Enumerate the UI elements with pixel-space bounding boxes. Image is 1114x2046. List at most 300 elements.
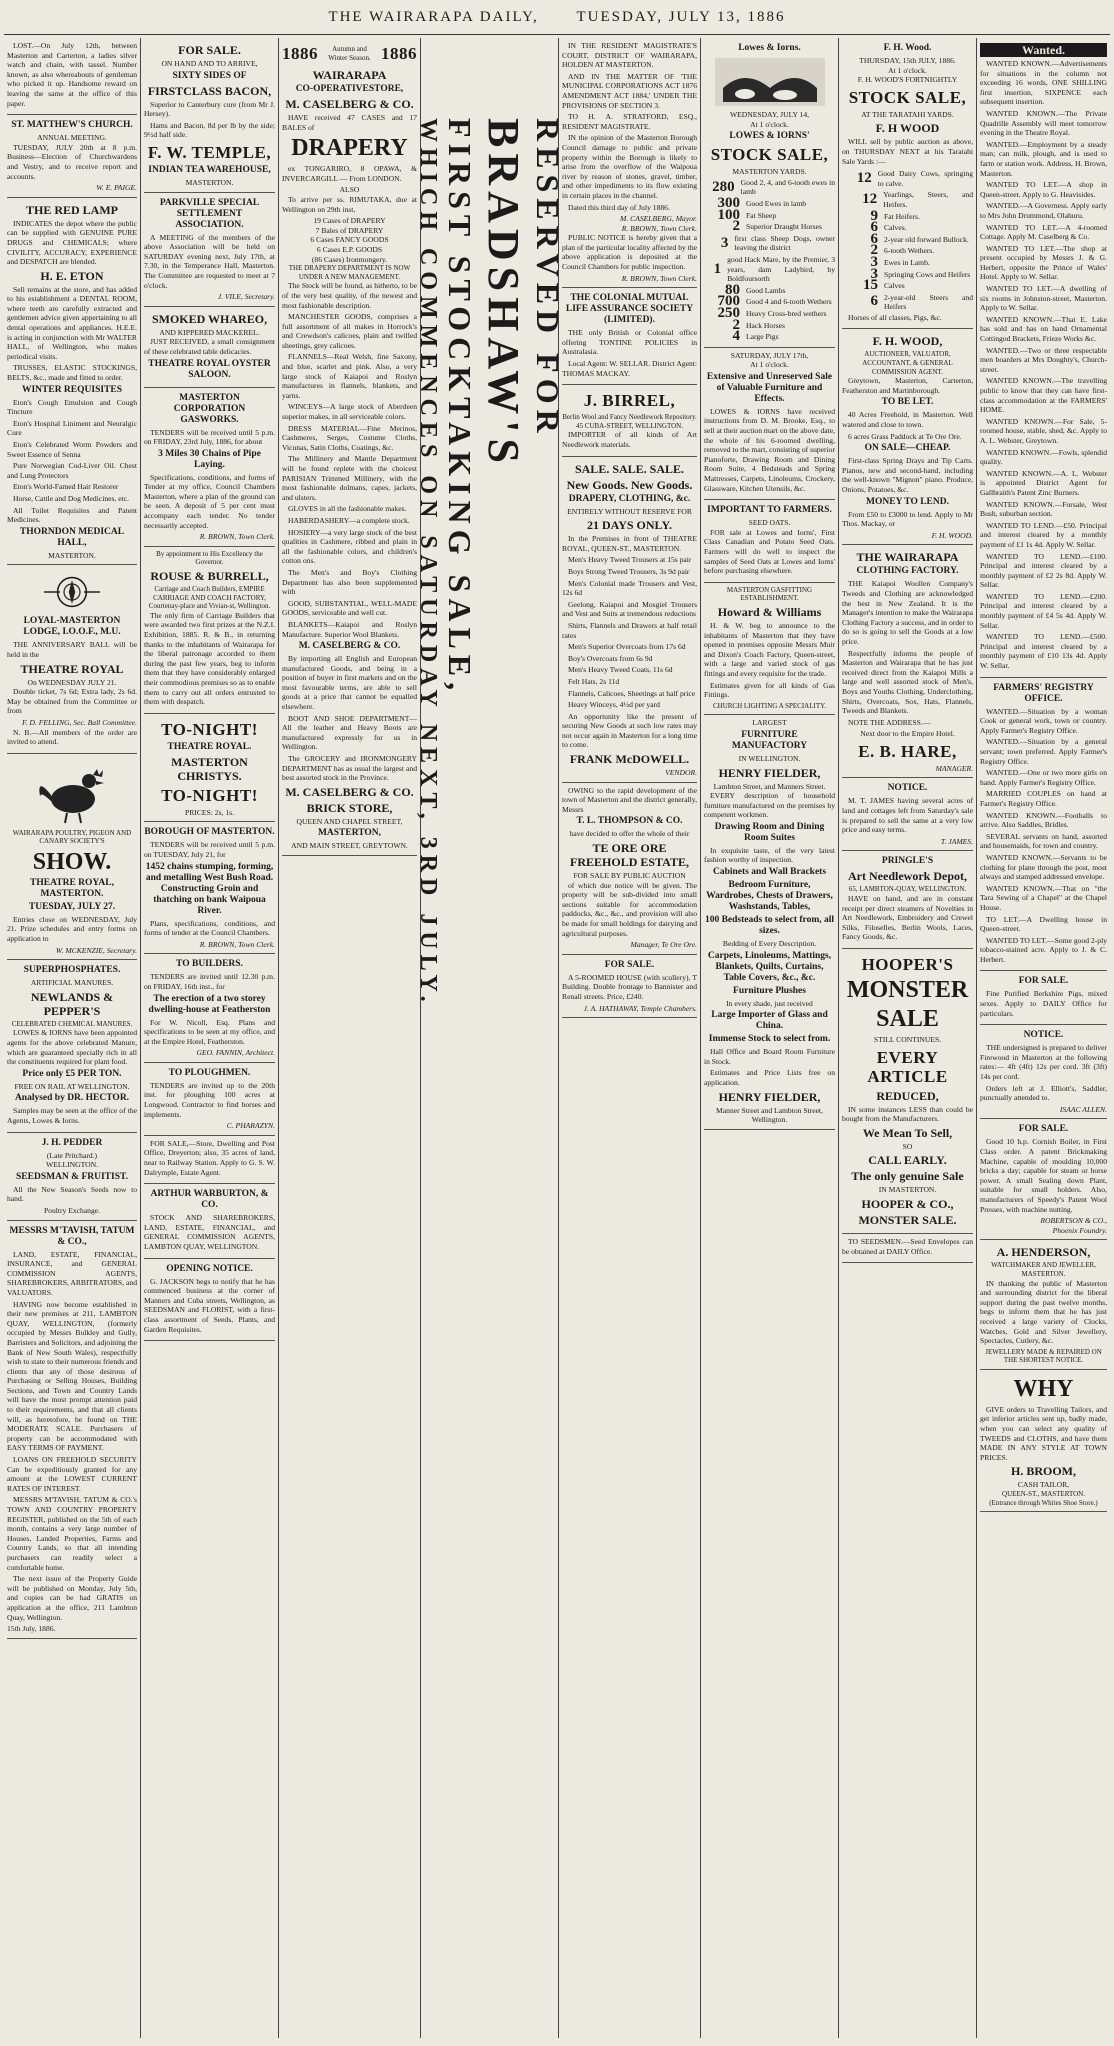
wanted-item: WANTED KNOWN.—Fowls, splendid quality.: [980, 447, 1107, 467]
furniture-sale-ad: [704, 348, 835, 501]
howard-title: Howard & Williams: [717, 604, 822, 619]
mtavish-sub: LAND, ESTATE, FINANCIAL, INSURANCE, and GENERAL COMMISSION AGENTS, SHAREBROKERS, ARBITRATORS, and VALUATORS.: [7, 1249, 137, 1297]
warburton-ad: [144, 1184, 275, 1258]
registry-section: [980, 678, 1107, 972]
clothing-manager: MANAGER.: [935, 763, 973, 773]
lodge-ad: [7, 565, 137, 753]
pedder-ad: [7, 1133, 137, 1221]
winter-item: Eton's Hospital Liniment and Neuralgic Cure: [7, 418, 137, 438]
church-body: TUESDAY, JULY 20th at 8 p.m. Business—Election of Churchwardens and Vestry, and to receive report and accounts.: [7, 142, 137, 181]
coop-title: CO-OPERATIVESTORE,: [295, 84, 404, 94]
borough-sig: R. BROWN, Town Clerk.: [199, 939, 275, 949]
mcdowell-item: Geelong, Kaiapoi and Mosgiel Trousers and Vest and Suits at tremendous reductions: [562, 599, 697, 619]
pigs-forsale: FOR SALE.: [1018, 976, 1069, 987]
boiler-phoenix: Phoenix Foundry.: [1052, 1225, 1107, 1235]
temple-loc: MASTERTON.: [185, 177, 234, 187]
henderson-jewellery: JEWELLERY MADE & REPAIRED ON THE SHORTEST NOTICE.: [985, 1347, 1102, 1365]
stock-count: 2: [732, 316, 740, 333]
stock-count: 6: [870, 219, 878, 236]
coop-ad: [282, 38, 417, 856]
bacon-ad: [144, 38, 275, 193]
gasworks-ad: [144, 388, 275, 547]
fielder-shade: In every shade, just received: [726, 998, 813, 1008]
pedder-exchange: Poultry Exchange.: [43, 1205, 101, 1215]
lowes-stock-row: [704, 254, 835, 285]
fielder-bedsteads: 100 Bedsteads to select from, all sizes.: [704, 915, 835, 937]
christys-ad: [144, 714, 275, 823]
pigs-body: Fine Purified Berkshire Pigs, mixed sexes. Apply to DAILY Office for particulars.: [980, 989, 1107, 1018]
ball-sig: F. D. FELLING, Sec. Ball Committee.: [21, 717, 137, 727]
pedder-seedsman: SEEDSMAN & FRUITIST.: [16, 1171, 128, 1182]
mcdowell-drapery: DRAPERY, CLOTHING, &c.: [568, 493, 691, 504]
house-sig: J. A. HATHAWAY, Temple Chambers.: [583, 1003, 697, 1013]
stock-desc: Calves.: [884, 223, 907, 233]
clothing-title: CLOTHING FACTORY.: [856, 566, 959, 577]
season-year: 1886: [282, 44, 318, 63]
temple-name: F. W. TEMPLE,: [147, 142, 272, 162]
manure-super: SUPERPHOSPHATES.: [23, 965, 121, 976]
james-notice: [842, 778, 973, 851]
jackson-body: G. JACKSON begs to notify that he has commenced business at the corner of Manners and Cuba streets, Wellington, as SEEDSMAN and FLORIST, with a first-class assortment of Seeds, Plants, and Garden Requisites.: [144, 1276, 275, 1334]
coop-stock: The Stock will be found, as hitherto, to be of the very best quality, of the newest and most fashionable description.: [282, 281, 417, 310]
birrel-name: J. BIRREL,: [583, 391, 676, 411]
house-sale-ad: [562, 955, 697, 1018]
pedder-late: (Late Pritchard.): [46, 1150, 98, 1160]
registry-item: WANTED KNOWN.—That on "the Tara Sewing of a Chapel" at the Chapel House.: [980, 883, 1107, 912]
coop-mens: The Men's and Boy's Clothing Department has also been supplemented with: [282, 567, 417, 597]
stock-count: 1: [713, 260, 722, 277]
birrel-loc: 45 CUBA-STREET, WELLINGTON.: [576, 421, 683, 430]
fielder-loc: Lambton Street, and Manners Street.: [713, 781, 826, 791]
hooper-sale: SALE: [876, 1006, 939, 1032]
stock-desc: Good 2, 4, and 6-tooth ewes in lamb: [740, 177, 835, 197]
winter-item: Eton's World-Famed Hair Restorer: [13, 482, 119, 492]
colonial-ad: [562, 288, 697, 385]
warburton-title: ARTHUR WARBURTON, & CO.: [150, 1189, 269, 1211]
stock-desc: Ewes in Lamb.: [884, 257, 930, 267]
registry-item: WANTED KNOWN.—Servants to be clothing for plane through the post, most always and stamped addressed envelope.: [980, 852, 1107, 882]
hooper-masterton: IN MASTERTON.: [878, 1185, 937, 1195]
stock-count: 15: [863, 277, 878, 294]
christys-theatre: THEATRE ROYAL.: [167, 741, 252, 752]
court-to: TO H. A. STRATFORD, ESQ., RESIDENT MAGISTRATE.: [562, 112, 697, 131]
teoreore-manager: Manager, Te Ore Ore.: [630, 940, 697, 950]
clothing-body-2: Respectfully informs the people of Masterton and Wairarapa that he has just received direct from the Kaiapoi Mills a large and well assorted stock of Men's, Boys and Youths Clothing, Underclothing, Shirts, Overcoats, Sox, Hats, Flannels, Tweeds and Blankets.: [842, 648, 973, 716]
wood-time: At 1 o'clock.: [888, 65, 927, 75]
column-8: [976, 38, 1110, 2038]
fielder-name: HENRY FIELDER,: [718, 765, 821, 780]
wood-agent-ad: [842, 329, 973, 545]
rouse-sub: Carriage and Coach Builders, EMPIRE CARRIAGE AND COACH FACTORY,: [153, 585, 266, 602]
winter-title: WINTER REQUISITES: [21, 384, 123, 395]
show-sig: W. MCKENZIE, Secretary.: [55, 945, 137, 955]
warburton-body: STOCK AND SHAREBROKERS, LAND, ESTATE, FINANCIAL, and GENERAL COMMISSION AGENTS, LAMBTON QUAY, WELLINGTON.: [144, 1213, 275, 1251]
wanted-item: WANTED TO LEND.—£100. Principal and interest cleared by a monthly payment of £2 2s 8d. Apply W. Sellar.: [980, 551, 1107, 590]
firewood-notice: [980, 1025, 1107, 1119]
wood-stock-row: [842, 189, 973, 210]
fielder-carpets: Carpets, Linoleums, Mattings, Blankets, Quilts, Curtains, Table Covers, &c., &c.: [707, 950, 832, 983]
wood-auctioneer: AUCTIONEER, VALUATOR, ACCOUNTANT, & GENERAL COMMISSION AGENT.: [862, 350, 953, 376]
lowes-stock-row: [704, 206, 835, 223]
wood-date: THURSDAY, 15th JULY, 1886.: [859, 56, 956, 65]
teoreore-ad: [562, 783, 697, 955]
teoreore-auction: FOR SALE BY PUBLIC AUCTION: [573, 871, 686, 881]
coop-wairarapa: WAIRARAPA: [312, 68, 387, 82]
wood-stock-row: [842, 207, 973, 224]
winter-item: All Toilet Requisites and Patent Medicines.: [7, 505, 137, 525]
lowes-stock-row: [704, 304, 835, 321]
builders-ad: [144, 954, 275, 1063]
henderson-name: A. HENDERSON,: [996, 1245, 1091, 1260]
bradshaw-line-4: WHICH COMMENCES ON SATURDAY NEXT, 3RD JULY.: [415, 118, 441, 1008]
wanted-list: [980, 59, 1107, 671]
paper-date: TUESDAY, JULY 13, 1886: [576, 9, 786, 25]
clothing-factory-ad: [842, 545, 973, 778]
seed-body: FOR sale at Lowes and Iorns', First Class Canadian and Potato Seed Oats. Farmers will do well to inspect the samples of Seed Oats at Lowes and Iorns' before purchasing elsewhere.: [704, 527, 835, 576]
wanted-item: WANTED TO LEND.—£200. Principal and interest cleared by a monthly payment of £4 5s 4d. Apply W. Sellar.: [980, 591, 1107, 630]
wanted-item: WANTED.—A Governess. Apply early to Mrs John Drummond, Olahuru.: [980, 201, 1107, 220]
gasworks-title: MASTERTON CORPORATION GASWORKS.: [173, 392, 246, 425]
season-year-2: 1886: [381, 44, 417, 63]
wanted-item: WANTED TO LET.—A 4-roomed Cottage. Apply M. Caselberg & Co.: [980, 222, 1107, 242]
court-dated: Dated this third day of July 1886.: [568, 202, 670, 212]
pringle-ad: [842, 851, 973, 949]
stock-desc: Good 4 and 6-tooth Wethers: [746, 297, 832, 307]
show-venue: THEATRE ROYAL, MASTERTON.: [30, 877, 114, 899]
registry-item: TO LET.—A Dwelling house in Queen-street.: [980, 914, 1107, 934]
thorndon-loc: MASTERTON.: [48, 550, 96, 560]
mcdowell-items: [562, 555, 697, 709]
seed-title: SEED OATS.: [748, 518, 791, 528]
ball-body: Double ticket, 7s 6d; Extra lady, 2s 6d. May be obtained from the Committee or from: [7, 687, 137, 716]
coop-dress: DRESS MATERIAL—Fine Merinos, Cashmeres, Serges, Costume Cloths, Vicunas, Satin Cloths, Coatings, &c.: [282, 423, 417, 452]
wanted-item: WANTED KNOWN.—A. L. Webster is appointed District Agent for Gallbraith's Patent Zinc Burners.: [980, 468, 1107, 497]
teoreore-body: of which due notice will be given. The property will be sub-divided into small sections suitable for accommodation paddocks, &c., &c., and provision will also be made for small holdings for dairying and agricultural purposes.: [562, 880, 697, 938]
mcdowell-item: Men's Superior Overcoats from 17s 6d: [568, 642, 686, 652]
manure-body: LOWES & IORNS have been appointed agents for the above celebrated Manure, which are guaranteed specially rich in all the constituents required for plant food.: [7, 1028, 137, 1067]
wanted-header: Wanted.: [980, 43, 1107, 57]
stock-count: 12: [862, 191, 878, 208]
lost-notice: [7, 38, 137, 115]
house-forsale: FOR SALE.: [604, 959, 655, 970]
clothing-wairarapa: THE WAIRARAPA: [856, 550, 959, 565]
coop-haberdashery: HABERDASHERY—a complete stock.: [288, 515, 410, 525]
firewood-body: THE undersigned is prepared to deliver Firewood in Masterton at the following rates:— 4ft (4ft) 12s per cord. 3ft (3ft) 14s per cord.: [980, 1043, 1107, 1082]
lowes-stock-row: [704, 328, 835, 345]
registry-item: MARRIED COUPLES on hand at Farmer's Registry Office.: [980, 789, 1107, 808]
birrel-importer: IMPORTER of all kinds of Art Needlework materials.: [562, 430, 697, 449]
furniture-date: SATURDAY, JULY 17th,: [730, 350, 809, 360]
manure-samples: Samples may be seen at the office of the Agents, Lowes & Iorns.: [7, 1106, 137, 1125]
fielder-factory: FURNITURE MANUFACTORY: [731, 729, 808, 751]
stock-desc: Fat Heifers.: [884, 211, 920, 221]
stock-count: 12: [856, 169, 872, 186]
fielder-body: EVERY description of household furniture manufactured on the premises by competent workmen.: [704, 791, 835, 820]
column-1: [4, 38, 140, 2038]
howard-ad: [704, 583, 835, 716]
lodge-title: LOYAL-MASTERTON LODGE, I.O.O.F., M.U.: [23, 616, 121, 638]
lowes-stock-list: [704, 177, 835, 343]
colonial-agent: Local Agent: W. SELLAR. District Agent: THOMAS MACKAY.: [562, 359, 697, 378]
fielder-factory-loc: IN WELLINGTON.: [738, 753, 801, 763]
hooper-so: SO: [902, 1141, 913, 1151]
firewood-sig: ISAAC ALLEN.: [1059, 1104, 1107, 1114]
mtavish-loans: LOANS ON FREEHOLD SECURITY Can be expeditiously granted for any amount at the LOWEST CURRENT RATES OF INTEREST.: [7, 1455, 137, 1493]
mtavish-date: 15th July, 1886.: [7, 1624, 56, 1634]
coop-importing: By importing all English and European manufactured Goods, and being in a position of buyer in first markets and on the most favourable terms, are able to sell goods at a price that cannot be equalled elsewhere.: [282, 654, 417, 712]
mcdowell-item: Shirts, Flannels and Drawers at half retail rates: [562, 620, 697, 640]
temple-warehouse: INDIAN TEA WAREHOUSE,: [148, 164, 271, 175]
lodge-emblem-icon: [27, 572, 117, 612]
hooper-continues: STILL CONTINUES.: [873, 1035, 942, 1044]
oyster-kippered: AND KIPPERED MACKEREL.: [159, 327, 260, 337]
pedder-name: J. H. PEDDER: [41, 1137, 103, 1148]
stock-desc: Calves: [884, 281, 905, 291]
show-title: SHOW.: [32, 848, 112, 875]
wood-stock-ad: [842, 38, 973, 329]
fielder-plushes: Furniture Plushes: [733, 985, 806, 996]
fielder-estimates: Estimates and Price Lists free on application.: [704, 1068, 835, 1088]
broom-name: H. BROOM,: [1011, 1464, 1076, 1479]
church-notice: [7, 115, 137, 198]
coop-greytown: AND MAIN STREET, GREYTOWN.: [291, 841, 408, 851]
winter-item: Eton's Cough Emulsion and Cough Tincture: [7, 397, 137, 417]
bradshaw-line-3: FIRST STOCKTAKING SALE,: [442, 118, 478, 697]
stock-count: 280: [712, 178, 735, 195]
mtavish-ad: [7, 1221, 137, 1639]
christys-tonight: TO-NIGHT!: [161, 719, 258, 739]
ball-text: THE ANNIVERSARY BALL will be held in the: [7, 640, 137, 659]
seed-envelopes-ad: [842, 1234, 973, 1263]
stock-desc: first class Sheep Dogs, owner leaving the district: [734, 233, 835, 253]
furniture-body: LOWES & IORNS have received instructions from D. M. Brooke, Esq., to sell at their auction mart on the above date, the whole of his 6-roomed dwelling, removed to the mart, consisting of superior Pianoforte, Drawing Room and Dining Room Suite, 4 Bedsteads and Spring Mattresses, Carpets, Linoleums, Crockery, Glassware, Kitchen Utensils, &c.: [704, 406, 835, 493]
bradshaw-line-2: BRADSHAW'S: [479, 118, 528, 469]
coop-rimutaka: To arrive per ss. RIMUTAKA, due at Wellington on 29th inst,: [282, 194, 417, 214]
howard-church: CHURCH LIGHTING A SPECIALITY.: [712, 701, 827, 710]
lowes-yards: MASTERTON YARDS.: [732, 167, 807, 177]
manure-analysed: Analysed by DR. HECTOR.: [14, 1093, 130, 1104]
mcdowell-item: Boys Strong Tweed Trousers, 3s 9d pair: [568, 566, 690, 576]
court-opinion: IN the opinion of the Masterton Borough Council damage to public and private property within the Borough is likely to arise from the overflow of the Waipoua river by reason of stones, gravel, timber, and other impediments to its flow existing in certain places in the channel.: [562, 133, 697, 200]
case-item: 6 Cases E.P. GOODS: [316, 244, 383, 254]
oyster-title: THEATRE ROYAL OYSTER SALOON.: [148, 358, 271, 380]
stock-count: 6: [870, 230, 878, 247]
clothing-hare: E. B. HARE,: [858, 741, 957, 761]
court-matter: AND IN THE MATTER OF 'THE MUNICIPAL CORPORATIONS ACT 1876 AMENDMENT ACT 1884,' UNDER THE PROVISIONS OF SECTION 3.: [562, 71, 697, 110]
ploughmen-title: TO PLOUGHMEN.: [168, 1067, 251, 1078]
wood-stock-row: [842, 292, 973, 313]
mcdowell-item: Boy's Overcoats from 6s 9d: [568, 653, 653, 663]
birrel-sub: Berlin Wool and Fancy Needlework Repository.: [562, 413, 697, 422]
hooper-monster-2: MONSTER SALE.: [858, 1212, 957, 1227]
show-date: TUESDAY, JULY 27.: [28, 901, 116, 912]
wood-horses: Horses of all classes, Pigs, &c.: [848, 312, 942, 322]
jackson-ad: [144, 1259, 275, 1342]
mcdowell-sale: SALE. SALE. SALE.: [574, 461, 685, 476]
stock-desc: Yearlings, Steers, and Heifers.: [883, 190, 973, 209]
hooper-monster: MONSTER: [846, 977, 969, 1003]
stock-desc: Large Pigs: [746, 332, 779, 342]
pedder-body: All the New Season's Seeds now to hand.: [7, 1184, 137, 1204]
stock-count: 80: [725, 281, 740, 298]
borough-tender: TENDERS will be received until 5 p.m. on TUESDAY, July 21, for: [144, 840, 275, 859]
registry-item: WANTED KNOWN.—Footballs to arrive. Also Saddles, Bridles.: [980, 810, 1107, 830]
church-sig: W. E. PAIGE.: [96, 183, 137, 193]
mcdowell-newgoods: New Goods. New Goods.: [566, 477, 693, 492]
wood-yards: AT THE TARATAHI YARDS.: [861, 109, 954, 119]
seed-oats-ad: [704, 500, 835, 583]
wanted-item: WANTED TO LET.—The shop at present occupied by Messrs J. & G. Herbert, opposite the Prince of Wales' Hotel. Apply to W. Sellar.: [980, 243, 1107, 282]
column-5: [558, 38, 700, 2038]
winter-item: Eton's Celebrated Worm Powders and Sweet Essence of Senna: [7, 440, 137, 459]
trusses-text: TRUSSES, ELASTIC STOCKINGS, BELTS, &c., made and fitted to order.: [7, 363, 137, 383]
rouse-ad: [144, 547, 275, 714]
wanted-section: [980, 38, 1107, 678]
coop-drapery: DRAPERY: [291, 135, 408, 162]
borough-chains: 1452 chains stumping, forming, and metalling West Bush Road. Constructing Groin and thatching on bank Waipoua River.: [145, 861, 274, 916]
case-item: 6 Cases FANCY GOODS: [310, 235, 389, 245]
manure-ad: [7, 960, 137, 1132]
oyster-smoked: SMOKED WHAREO,: [151, 311, 268, 326]
stock-desc: Springing Cows and Heifers: [884, 269, 971, 279]
court-notice: [562, 38, 697, 288]
borough-body: Plans, specifications, conditions, and forms of tender at the Council Chambers.: [144, 918, 275, 938]
coop-received: HAVE received 47 CASES and 17 BALES of: [282, 113, 417, 132]
coop-dept: THE DRAPERY DEPARTMENT IS NOW UNDER A NEW MANAGEMENT.: [288, 264, 411, 281]
column-7: [838, 38, 976, 2038]
wood-money: MONEY TO LEND.: [866, 496, 949, 507]
mcdowell-item: Men's Colonial made Trousers and Vest, 12s 6d: [562, 578, 697, 598]
red-lamp-ad: [7, 198, 137, 566]
show-entries: Entries close on WEDNESDAY, July 21. Prize schedules and entry forms on application to: [7, 914, 137, 944]
gasworks-sig: R. BROWN, Town Clerk.: [199, 532, 275, 542]
wanted-item: WANTED KNOWN.—The travelling public to know that they can have first-class accommodation at the FARMERS' HOME.: [980, 376, 1107, 415]
bacon-intro: ON HAND AND TO ARRIVE,: [161, 59, 258, 68]
fielder-cabinets: Cabinets and Wall Brackets: [712, 867, 827, 878]
stock-desc: 2-year-old Steers and Heifers: [883, 292, 973, 312]
stock-desc: good Hack Mare, by the Premier, 3 years, dam Ladybird, by Boldfoursorth: [727, 254, 835, 284]
stock-count: 700: [717, 293, 740, 310]
builders-tender: TENDERS are invited until 12.30 p.m. on FRIDAY, 16th inst., for: [144, 972, 275, 991]
court-title: IN THE RESIDENT MAGISTRATE'S COURT, DISTRICT OF WAIRARAPA, HOLDEN AT MASTERTON.: [562, 41, 697, 70]
borough-ad: [144, 822, 275, 954]
coop-blankets: BLANKETS—Kaiapoi and Roslyn Manufacture. Superior Wool Blankets.: [282, 619, 417, 639]
wood-stock-row: [842, 253, 973, 270]
wood-tolet-body: 40 Acres Freehold, in Masterton. Well watered and close to town.: [842, 410, 973, 430]
mcdowell-item: Heavy Winceys, 4½d per yard: [568, 700, 660, 710]
rouse-body: The only firm of Carriage Builders that were awarded two first prizes at the N.Z.I. Exhibition, 1885. R. & B., in returning thanks to the inhabitants of Wairarapa for the liberal patronage accorded to them during the past few years, beg to inform them that they have considerably enlarged their commodious premises so as to enable them to carry out all orders entrusted to them with despatch.: [144, 610, 275, 707]
fielder-bedroom: Bedroom Furniture, Wardrobes, Chests of Drawers, Washstands, Tables,: [706, 880, 833, 913]
coop-brick-loc: QUEEN AND CHAPEL STREET,: [296, 816, 403, 826]
builders-erection: The erection of a two storey dwelling-house at Featherston: [148, 993, 271, 1015]
lost-text: LOST.—On July 12th, between Masterton and Carterton, a ladies silver watch and chain, with tassel. Number known, as also whereabouts of gentleman who picked it up. Handsome reward on leaving the same at the office of this paper.: [7, 41, 137, 108]
lowes-stock-row: [704, 218, 835, 235]
furniture-title: Extensive and Unreserved Sale of Valuable Furniture and Effects.: [706, 371, 833, 404]
henderson-trade: WATCHMAKER AND JEWELLER, MASTERTON.: [991, 1261, 1096, 1278]
fielder-drawing: Drawing Room and Dining Room Suites: [714, 821, 825, 843]
lowes-title: LOWES & IORNS': [729, 131, 810, 142]
court-clerk-2: R. BROWN, Town Clerk.: [621, 273, 697, 283]
clothing-note: NOTE THE ADDRESS.—: [848, 717, 931, 727]
stock-count: 3: [870, 265, 878, 282]
coop-ships: ex TONGARIRO, 8 OPAWA, & INVERCARGILL — From LONDON.: [282, 164, 417, 183]
hooper-genuine: The only genuine Sale: [851, 1169, 964, 1184]
hooper-every: EVERY ARTICLE: [867, 1047, 948, 1086]
wanted-item: WANTED.—Two or three respectable men boarders at Mrs Doughty's, Church-street.: [980, 345, 1107, 374]
coop-gloves: GLOVES in all the fashionable makes.: [288, 504, 407, 514]
stock-count: 6: [870, 293, 878, 310]
teoreore-instructed: have decided to offer the whole of their: [569, 829, 690, 839]
rouse-title: ROUSE & BURRELL,: [150, 569, 269, 584]
broom-ad: [980, 1370, 1107, 1512]
winter-item: Horse, Cattle and Dog Medicines, etc.: [13, 493, 129, 503]
wood-stock-row: [842, 230, 973, 247]
coop-flannels: FLANNELS—Real Welsh, fine Saxony, and blue, scarlet and pink. Also, a very large stock of Kaiapoi and Roslyn manufactures in flannels, blankets, and yarns.: [282, 352, 417, 400]
teoreore-estate: TE ORE ORE FREEHOLD ESTATE,: [570, 841, 689, 870]
christys-title: MASTERTON CHRISTYS.: [171, 754, 248, 783]
paper-name: THE WAIRARAPA DAILY,: [328, 9, 539, 25]
boiler-body: Good 10 h.p. Cornish Boiler, in First Class order. A patent Brickmaking Machine, capable of moulding 10,000 bricks a day; capable for steam or horse power. A small Sealing down Plant, suitable for small holders. Also, manufacturers of Speedy's Patent Wool Presses, with machine nutting.: [980, 1137, 1107, 1214]
bradshaw-line-1: RESERVED FOR: [530, 118, 566, 439]
wood-stock-row: [842, 242, 973, 259]
gasworks-body: Specifications, conditions, and forms of Tender at my office, Council Chambers Masterton, where a plan of the ground can be seen. A deposit of 5 per cent must accompany each tender. No tender necessarily accepted.: [144, 472, 275, 530]
stock-count: 2: [732, 218, 740, 235]
wood-sig: F. H. WOOD.: [931, 530, 973, 540]
wood-onsale-body: First-class Spring Drays and Tip Carts. Pianos, new and second-hand, including the well-known "Mignon" piano. Produce, Onions, Potatoes, &c.: [842, 456, 973, 494]
teoreore-thompson: T. L. THOMPSON & CO.: [576, 816, 683, 827]
mcdowell-vendor: VENDOR.: [665, 768, 697, 778]
lowes-head: Lowes & Iorns.: [738, 43, 801, 53]
thorndon-title: THORNDON MEDICAL HALL,: [19, 526, 125, 548]
fielder-glass: Large Importer of Glass and China.: [711, 1010, 828, 1032]
wanted-item: WANTED KNOWN.—For Sale, 5-roomed house, stable, shed, &c. Apply to A. L. Webster, Greytown.: [980, 416, 1107, 445]
christys-prices: PRICES: 2s, 1s.: [185, 807, 234, 817]
wanted-item: WANTED KNOWN.—That E. Lake has sold and has on hand Ornamental Cottingod Brackets, Frieze Works &c.: [980, 314, 1107, 344]
winter-item: Pure Norwegian Cod-Liver Oil. Chest and Lung Protectors: [7, 461, 137, 480]
church-sub: ANNUAL MEETING.: [37, 133, 107, 143]
store-sale-body: FOR SALE,—Store, Dwelling and Post Office, Dreyerton; also, 35 acres of land, near to Railway Station. Apply to G. S. W. Dalrymple, Estate Agent.: [144, 1138, 275, 1177]
birrel-ad: [562, 385, 697, 456]
coop-boot: BOOT AND SHOE DEPARTMENT—All the leather and Heavy Boots are manufactured expressly for us in Wellington.: [282, 713, 417, 752]
stock-desc: Good Dairy Cows, springing to calve.: [877, 169, 973, 188]
mcdowell-days: 21 DAYS ONLY.: [586, 518, 673, 533]
lowes-date: WEDNESDAY, JULY 14,: [729, 110, 810, 119]
mcdowell-name: FRANK McDOWELL.: [569, 752, 690, 767]
pringle-depot: Art Needlework Depot,: [848, 869, 967, 884]
stock-desc: Superior Draught Horses: [746, 222, 822, 232]
james-body: M. T. JAMES having several acres of land and cottages left from Saturday's sale is prepared to sell the same at a very low price and easy terms.: [842, 796, 973, 835]
mcdowell-ad: [562, 457, 697, 783]
coop-caselberg: M. CASELBERG & CO.: [285, 97, 414, 111]
coop-manchester: MANCHESTER GOODS, comprises a full assortment of all makes in Horrock's and Crewdson's calicoes, plain and twilled sheetings, grey calicoes.: [282, 312, 417, 350]
furniture-time: At 1 o'clock.: [750, 360, 789, 370]
builders-title: TO BUILDERS.: [176, 959, 243, 970]
mcdowell-item: Men's Heavy Tweed Trousers at 15s pair: [568, 555, 692, 565]
pringle-name: PRINGLE'S: [881, 856, 934, 867]
parkville-title: PARKVILLE SPECIAL SETTLEMENT ASSOCIATION.: [159, 197, 260, 230]
wood-stocksale: STOCK SALE,: [848, 87, 967, 107]
fielder-largest: LARGEST: [752, 718, 787, 728]
broom-tailor: CASH TAILOR,: [1017, 1480, 1070, 1490]
hooper-ad: [842, 949, 973, 1234]
clothing-body: THE Kaiapoi Woollen Company's Tweeds and Clothing are acknowledged the best in New Zealand. It is the Manager's intention to make the Wairarapa Clothing Factory a success, and in order to do so is going to sell the Goods at a low price.: [842, 579, 973, 646]
stock-desc: Good Ewes in lamb: [746, 198, 807, 208]
coop-also: ALSO: [339, 185, 360, 195]
bacon-hams: Hams and Bacon, 8d per lb by the side; 9½d half side.: [144, 120, 275, 140]
hooper-name: HOOPER'S: [861, 955, 954, 974]
hooper-co: HOOPER & CO.,: [861, 1196, 954, 1211]
fielder-hall: Hall Office and Board Room Furniture in Stock.: [704, 1047, 835, 1066]
